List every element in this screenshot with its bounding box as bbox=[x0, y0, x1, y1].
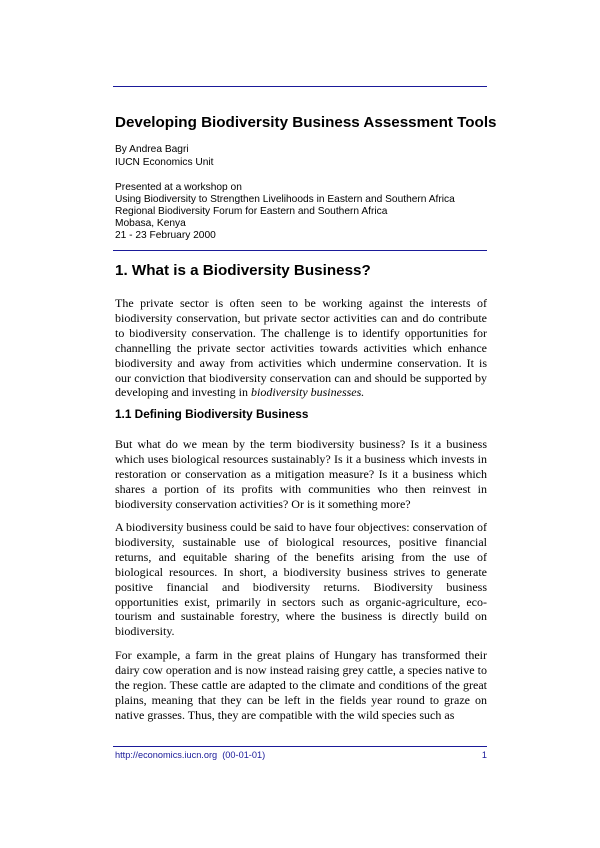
document-title: Developing Biodiversity Business Assessment Tools bbox=[115, 114, 497, 131]
paragraph-3: For example, a farm in the great plains of Hungary has transformed their dairy cow operation and is now instead raising grey cattle, a species native to the region. These cattle are adapted to the climate and conditions of the great plains, meaning that they can be left in the fields year round to graze on native grasses. Thus, they are compatible with the wild species such as bbox=[115, 648, 487, 722]
intro-paragraph bbox=[115, 296, 487, 400]
page-footer bbox=[115, 750, 487, 760]
presentation-line-3: Regional Biodiversity Forum for Eastern and Southern Africa bbox=[115, 206, 388, 217]
footer-rule bbox=[113, 746, 487, 747]
paragraph-2: A biodiversity business could be said to have four objectives: conservation of biodiversity, sustainable use of biological resources, positive financial returns, and equitable sharing of the benefits arising from the use of biological resources. In short, a biodiversity business strives to generate positive financial and biodiversity returns. Biodiversity business opportunities exist, primarily in sectors such as organic-agriculture, eco-tourism and sustainable forestry, where the business is directly build on biodiversity. bbox=[115, 520, 487, 639]
subsection-heading: 1.1 Defining Biodiversity Business bbox=[115, 407, 309, 421]
section-heading: 1. What is a Biodiversity Business? bbox=[115, 262, 371, 279]
footer-source bbox=[115, 750, 265, 760]
presentation-line-1: Presented at a workshop on bbox=[115, 182, 242, 193]
presentation-line-4: Mobasa, Kenya bbox=[115, 218, 186, 229]
footer-url[interactable]: http://economics.iucn.org bbox=[115, 750, 218, 760]
page-number: 1 bbox=[481, 750, 487, 760]
intro-text: The private sector is often seen to be working against the interests of biodiversity conservation, but private sector activities can and do contribute to biodiversity conservation. The challenge is to identify opportunities for channelling the private sector activities towards activities which enhance biodiversity and away from activities which undermine conservation. It is our conviction that biodiversity conservation can and should be supported by developing and investing in bbox=[115, 296, 487, 400]
top-rule bbox=[113, 86, 487, 87]
footer-code: (00-01-01) bbox=[222, 750, 266, 760]
intro-emphasis: biodiversity businesses. bbox=[250, 385, 365, 400]
header-separator-rule bbox=[113, 250, 487, 251]
author-by-line: By Andrea Bagri bbox=[115, 144, 189, 155]
presentation-line-2: Using Biodiversity to Strengthen Livelihoods in Eastern and Southern Africa bbox=[115, 194, 455, 205]
author-unit: IUCN Economics Unit bbox=[115, 157, 214, 168]
presentation-line-5: 21 - 23 February 2000 bbox=[115, 230, 216, 241]
paragraph-1: But what do we mean by the term biodiversity business? Is it a business which uses biological resources sustainably? Is it a business which invests in restoration or conservation as a mitigation measure? Is it a business which shares a portion of its profits with communities who then reinvest in biodiversity conservation activities? Or is it something more? bbox=[115, 437, 487, 511]
